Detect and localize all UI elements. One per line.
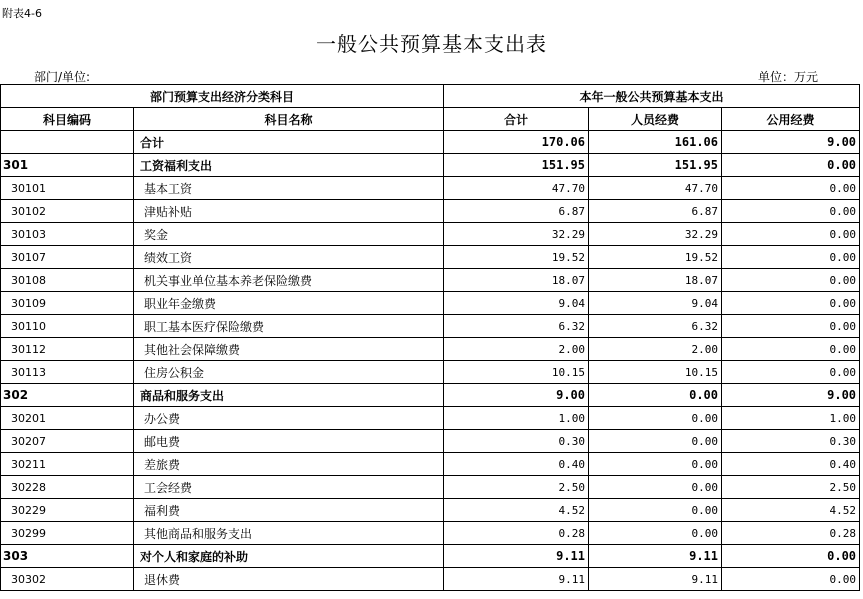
cell-total: 18.07 <box>444 269 589 292</box>
cell-total: 0.40 <box>444 453 589 476</box>
table-row <box>1 545 860 568</box>
column-header-public: 公用经费 <box>722 108 860 131</box>
cell-total: 151.95 <box>444 154 589 177</box>
table-row <box>1 361 860 384</box>
table-row <box>1 269 860 292</box>
cell-total: 9.04 <box>444 292 589 315</box>
cell-code: 30103 <box>1 223 134 246</box>
cell-public: 0.00 <box>722 338 860 361</box>
cell-public: 0.00 <box>722 269 860 292</box>
cell-name: 工资福利支出 <box>134 154 444 177</box>
cell-public: 0.00 <box>722 568 860 591</box>
cell-public: 0.00 <box>722 292 860 315</box>
cell-total: 6.87 <box>444 200 589 223</box>
cell-code <box>1 131 134 154</box>
cell-personnel: 0.00 <box>589 407 722 430</box>
column-header-total: 合计 <box>444 108 589 131</box>
table-row <box>1 430 860 453</box>
cell-code: 30207 <box>1 430 134 453</box>
group-header-classification: 部门预算支出经济分类科目 <box>1 85 444 108</box>
cell-total: 6.32 <box>444 315 589 338</box>
cell-total: 47.70 <box>444 177 589 200</box>
table-group-header-row <box>1 85 860 108</box>
cell-personnel: 0.00 <box>589 522 722 545</box>
cell-total: 4.52 <box>444 499 589 522</box>
table-row <box>1 338 860 361</box>
cell-code: 30302 <box>1 568 134 591</box>
cell-code: 303 <box>1 545 134 568</box>
cell-public: 0.00 <box>722 315 860 338</box>
cell-total: 0.30 <box>444 430 589 453</box>
budget-table <box>0 84 860 591</box>
table-row <box>1 200 860 223</box>
cell-code: 30109 <box>1 292 134 315</box>
table-column-header-row <box>1 108 860 131</box>
cell-personnel: 6.32 <box>589 315 722 338</box>
cell-personnel: 2.00 <box>589 338 722 361</box>
cell-name: 差旅费 <box>134 453 444 476</box>
table-body <box>1 131 860 591</box>
cell-name: 奖金 <box>134 223 444 246</box>
cell-code: 30113 <box>1 361 134 384</box>
department-label: 部门/单位: <box>34 70 91 84</box>
cell-public: 0.28 <box>722 522 860 545</box>
cell-name: 合计 <box>134 131 444 154</box>
cell-personnel: 10.15 <box>589 361 722 384</box>
cell-personnel: 161.06 <box>589 131 722 154</box>
cell-public: 0.00 <box>722 177 860 200</box>
cell-total: 10.15 <box>444 361 589 384</box>
cell-total: 9.11 <box>444 545 589 568</box>
cell-public: 0.00 <box>722 223 860 246</box>
cell-public: 1.00 <box>722 407 860 430</box>
cell-total: 2.50 <box>444 476 589 499</box>
cell-personnel: 0.00 <box>589 453 722 476</box>
page-title: 一般公共预算基本支出表 <box>316 32 547 56</box>
cell-name: 其他社会保障缴费 <box>134 338 444 361</box>
table-row <box>1 384 860 407</box>
cell-public: 9.00 <box>722 384 860 407</box>
cell-code: 30299 <box>1 522 134 545</box>
cell-personnel: 9.11 <box>589 568 722 591</box>
cell-code: 30107 <box>1 246 134 269</box>
cell-code: 30108 <box>1 269 134 292</box>
cell-total: 9.00 <box>444 384 589 407</box>
cell-public: 0.40 <box>722 453 860 476</box>
cell-personnel: 9.11 <box>589 545 722 568</box>
cell-total: 2.00 <box>444 338 589 361</box>
cell-name: 津贴补贴 <box>134 200 444 223</box>
cell-public: 0.00 <box>722 200 860 223</box>
cell-code: 30211 <box>1 453 134 476</box>
cell-personnel: 0.00 <box>589 384 722 407</box>
table-row <box>1 315 860 338</box>
cell-total: 1.00 <box>444 407 589 430</box>
cell-name: 职工基本医疗保险缴费 <box>134 315 444 338</box>
group-header-basic-expenditure: 本年一般公共预算基本支出 <box>444 85 860 108</box>
unit-label: 单位：万元 <box>758 70 819 84</box>
attachment-label: 附表4-6 <box>2 7 42 20</box>
cell-personnel: 151.95 <box>589 154 722 177</box>
cell-personnel: 47.70 <box>589 177 722 200</box>
cell-code: 30228 <box>1 476 134 499</box>
table-row <box>1 453 860 476</box>
cell-code: 302 <box>1 384 134 407</box>
cell-code: 30102 <box>1 200 134 223</box>
table-row <box>1 292 860 315</box>
cell-public: 4.52 <box>722 499 860 522</box>
cell-public: 0.00 <box>722 246 860 269</box>
cell-name: 绩效工资 <box>134 246 444 269</box>
cell-name: 住房公积金 <box>134 361 444 384</box>
cell-public: 9.00 <box>722 131 860 154</box>
cell-name: 商品和服务支出 <box>134 384 444 407</box>
cell-code: 30229 <box>1 499 134 522</box>
table-row <box>1 177 860 200</box>
cell-total: 32.29 <box>444 223 589 246</box>
cell-code: 30101 <box>1 177 134 200</box>
cell-personnel: 9.04 <box>589 292 722 315</box>
table-row <box>1 407 860 430</box>
cell-name: 退休费 <box>134 568 444 591</box>
cell-name: 福利费 <box>134 499 444 522</box>
table-row <box>1 568 860 591</box>
cell-personnel: 0.00 <box>589 499 722 522</box>
column-header-code: 科目编码 <box>1 108 134 131</box>
cell-public: 2.50 <box>722 476 860 499</box>
cell-personnel: 18.07 <box>589 269 722 292</box>
cell-code: 30112 <box>1 338 134 361</box>
table-row <box>1 522 860 545</box>
cell-personnel: 6.87 <box>589 200 722 223</box>
cell-code: 30201 <box>1 407 134 430</box>
cell-personnel: 19.52 <box>589 246 722 269</box>
cell-personnel: 32.29 <box>589 223 722 246</box>
cell-public: 0.30 <box>722 430 860 453</box>
column-header-personnel: 人员经费 <box>589 108 722 131</box>
cell-total: 19.52 <box>444 246 589 269</box>
cell-name: 办公费 <box>134 407 444 430</box>
cell-code: 301 <box>1 154 134 177</box>
cell-total: 9.11 <box>444 568 589 591</box>
table-row <box>1 246 860 269</box>
cell-name: 基本工资 <box>134 177 444 200</box>
column-header-name: 科目名称 <box>134 108 444 131</box>
cell-name: 机关事业单位基本养老保险缴费 <box>134 269 444 292</box>
table-row <box>1 476 860 499</box>
cell-public: 0.00 <box>722 361 860 384</box>
table-row <box>1 154 860 177</box>
cell-name: 工会经费 <box>134 476 444 499</box>
cell-total: 0.28 <box>444 522 589 545</box>
cell-name: 对个人和家庭的补助 <box>134 545 444 568</box>
cell-name: 职业年金缴费 <box>134 292 444 315</box>
cell-public: 0.00 <box>722 545 860 568</box>
cell-code: 30110 <box>1 315 134 338</box>
cell-public: 0.00 <box>722 154 860 177</box>
cell-name: 其他商品和服务支出 <box>134 522 444 545</box>
cell-total: 170.06 <box>444 131 589 154</box>
table-row <box>1 223 860 246</box>
table-row <box>1 499 860 522</box>
cell-name: 邮电费 <box>134 430 444 453</box>
cell-personnel: 0.00 <box>589 430 722 453</box>
cell-personnel: 0.00 <box>589 476 722 499</box>
table-row <box>1 131 860 154</box>
